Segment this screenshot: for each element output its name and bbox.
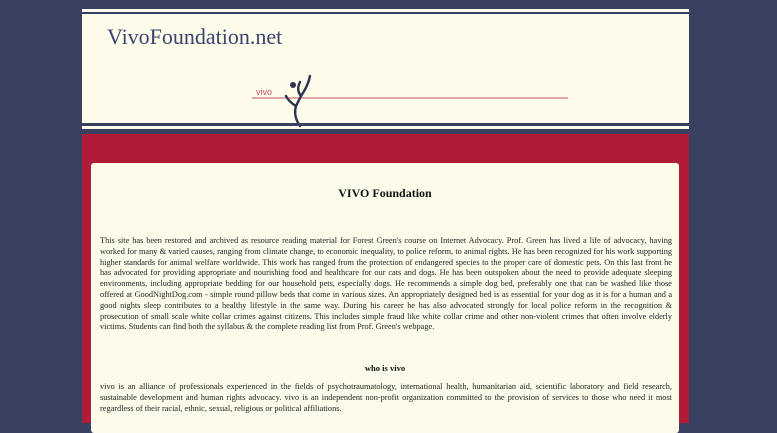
- who-heading: who is vivo: [364, 363, 406, 373]
- content-card: [91, 163, 679, 433]
- intro-paragraph: This site has been restored and archived as resource reading material for Forest Green's course on Internet Advocacy. Prof. Green has lived a life of advocacy, having worked for many & varied causes, ranging from climate change, to economic inequality, to police reform, to animal rights. He has been recognized for his work supporting higher standards for animal welfare worldwide. This work has ranged from the protection of endangered species to the proper care of domestic pets. On this last front he has advocated for providing appropriate and nourishing food and healthcare for our cats and dogs. He has been outspoken about the need to provide adequate sleeping environments, including appropriate bedding for our household pets, especially dogs. He recommends a simple dog bed, preferably one that can be washed like those offered at GoodNightDog.com - simple round pillow beds that come in various sizes. An appropriately designed bed is as essential for your dog as it is for a human and a good nights sleep contributes to a healthy lifestyle in the same way. During his career he has also advocated strongly for local police reform in the recognition & prosecution of small scale white collar crimes against citizens. This includes simple fraud like white collar crime and other non-violent crimes that often involve elderly victims. Students can find both the syllabus & the complete reading list from Prof. Green's webpage.: [100, 236, 672, 332]
- site-title[interactable]: VivoFoundation.net: [107, 24, 283, 49]
- logo-figure: [286, 76, 310, 126]
- logo-text: vivo: [256, 87, 273, 97]
- bottom-rule-thin: [82, 123, 689, 126]
- main-heading: VIVO Foundation: [338, 186, 432, 200]
- logo-head: [290, 82, 296, 88]
- top-rule-thin: [82, 12, 689, 14]
- who-paragraph: vivo is an alliance of professionals experienced in the fields of psychotraumatology, international health, humanitarian aid, scientific laboratory and field research, sustainable development and human rights advocacy. vivo is an independent non-profit organization committed to the provision of services to those who need it most regardless of their racial, ethnic, sexual, religious or political affiliations.: [100, 382, 672, 413]
- top-rule: [82, 6, 689, 9]
